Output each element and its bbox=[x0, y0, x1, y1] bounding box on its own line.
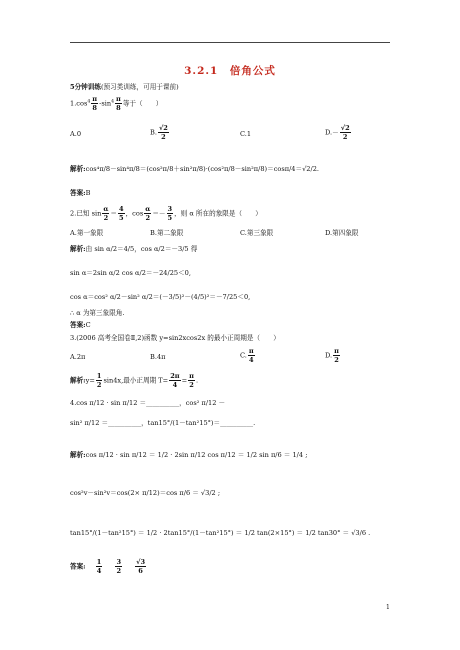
q2-analysis-3: cos α＝cos² α/2－sin² α/2＝(－3/5)²－(4/5)²＝－7/25＜0, bbox=[70, 293, 251, 301]
q2-option-b: B.第二象限 bbox=[150, 229, 184, 237]
q3-option-d: D. $\frac{\pi}{2}$ bbox=[325, 347, 339, 365]
header-rule bbox=[70, 42, 390, 43]
q3-analysis: 解析:y= $\frac{1}{2}$ sin4x,最小正周期 T= $\frac{2\pi}{4}$ = $\frac{\pi}{2}$ . bbox=[70, 372, 199, 390]
q3-option-b: B.4π bbox=[150, 353, 166, 361]
section-header bbox=[70, 84, 179, 92]
q2-option-d: D.第四象限 bbox=[325, 229, 359, 237]
q1-answer: 答案:B bbox=[70, 189, 91, 197]
q1-option-c: C.1 bbox=[240, 130, 252, 138]
q2-stem: 2.已知 sin $\frac{\alpha}{2}$ ＝ $\frac{4}{5}$ ，cos $\frac{\alpha}{2}$ ＝－ $\frac{3}{5}$ ，则 α 所在的象限是（ ） bbox=[70, 205, 262, 223]
page-number: 1 bbox=[386, 604, 390, 611]
q1-option-b: B. $\frac{√2}{2}$ bbox=[150, 124, 168, 142]
q4-stem-2: sin² π/12 ＝__________，tan15°/(1－tan²15°)＝__________. bbox=[70, 419, 256, 427]
q3-stem: 3.(2006 高考全国卷Ⅱ,2)函数 y=sin2xcos2x 的最小正周期是（ ） bbox=[70, 334, 280, 342]
q1-analysis: 解析:cos⁴π/8－sin⁴π/8＝(cos²π/8＋sin²π/8)·(cos²π/8－sin²π/8)＝cosπ/4＝√2/2. bbox=[70, 165, 319, 173]
q2-analysis-4: ∴ α 为第三象限角. bbox=[70, 309, 125, 317]
q2-analysis-2: sin α＝2sin α/2 cos α/2＝－24/25＜0, bbox=[70, 269, 191, 277]
q4-analysis-1: 解析:cos π/12 · sin π/12 ＝ 1/2 · 2sin π/12 cos π/12 ＝ 1/2 sin π/6 ＝ 1/4 ; bbox=[70, 451, 308, 459]
q2-answer: 答案:C bbox=[70, 321, 91, 329]
q2-option-c: C.第三象限 bbox=[240, 229, 274, 237]
q4-stem-1: 4.cos π/12 · sin π/12 ＝__________，cos² π/12 － bbox=[70, 399, 226, 407]
page-title: 3.2.1 倍角公式 bbox=[184, 65, 276, 77]
q2-option-a: A.第一象限 bbox=[70, 229, 104, 237]
q3-option-c: C. $\frac{\pi}{4}$ bbox=[240, 347, 254, 365]
q3-option-a: A.2π bbox=[70, 353, 86, 361]
q4-analysis-2: cos²v－sin²v＝cos(2× π/12)＝cos π/6 ＝ √3/2 ; bbox=[70, 489, 221, 497]
q4-analysis-3: tan15°/(1－tan²15°) ＝ 1/2 · 2tan15°/(1－tan²15°) ＝ 1/2 tan(2×15°) ＝ 1/2 tan30° ＝ √3/6 . bbox=[70, 529, 371, 537]
q2-analysis-1: 解析:由 sin α/2＝4/5，cos α/2＝－3/5 得 bbox=[70, 245, 198, 253]
q1-option-d: D.－ $\frac{√2}{2}$ bbox=[325, 124, 350, 142]
section-note: (预习类训练，可用于课前) bbox=[100, 83, 179, 91]
q4-answer: 答案: $\frac{1}{4}$ $\frac{3}{2}$ $\frac{√3}{6}$ bbox=[70, 558, 146, 576]
q1-stem: $1.\cos^4$ $\frac{\pi}{8}$ $-\sin^4$ $\frac{\pi}{8}$ 等于（ ） bbox=[70, 95, 163, 113]
section-label: 5分钟训练 bbox=[70, 83, 101, 91]
q1-option-a: A.0 bbox=[70, 130, 82, 138]
